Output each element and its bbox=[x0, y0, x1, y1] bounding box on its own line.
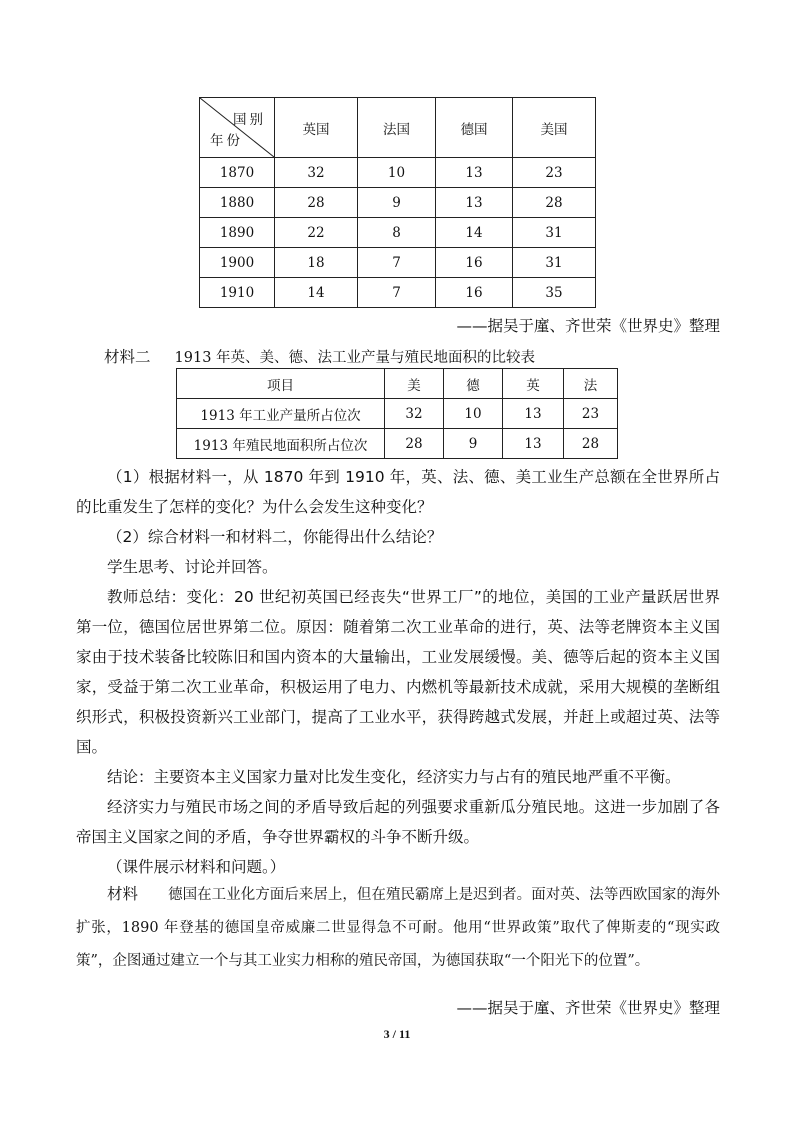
teacher-summary: 教师总结：变化：20 世纪初英国已经丧失“世界工厂”的地位，美国的工业产量跃居世界第一位，德国位居世界第二位。原因：随着第二次工业革命的进行，英、法等老牌资本主义国家由于技术装备比较陈旧和国内资本的大量输出，工业发展缓慢。美、德等后起的资本主义国家，受益于第二次工业革命，积极运用了电力、内燃机等最新技术成就，采用大规模的垄断组织形式，积极投资新兴工业部门，提高了工业水平，获得跨越式发展，并赶上或超过英、法等国。 bbox=[76, 588, 720, 756]
table-row bbox=[200, 158, 596, 188]
table-corner-cell bbox=[200, 98, 275, 158]
column-header: 美国 bbox=[513, 98, 596, 158]
value-cell: 35 bbox=[513, 278, 596, 308]
table-comparison-1913 bbox=[176, 368, 618, 459]
column-header: 德 bbox=[444, 369, 503, 399]
column-header: 英 bbox=[503, 369, 564, 399]
value-cell: 10 bbox=[444, 399, 503, 429]
value-cell: 7 bbox=[358, 248, 436, 278]
table-header-row bbox=[177, 369, 618, 399]
corner-label-country: 国别 bbox=[233, 112, 266, 128]
value-cell: 13 bbox=[436, 188, 513, 218]
students-discuss: 学生思考、讨论并回答。 bbox=[107, 558, 278, 576]
value-cell: 9 bbox=[358, 188, 436, 218]
material2-heading bbox=[104, 345, 535, 367]
contradiction-paragraph: 经济实力与殖民市场之间的矛盾导致后起的列强要求重新瓜分殖民地。这进一步加剧了各帝国主义国家之间的矛盾，争夺世界霸权的斗争不断升级。 bbox=[76, 798, 720, 846]
column-header: 德国 bbox=[436, 98, 513, 158]
year-cell: 1890 bbox=[200, 218, 275, 248]
value-cell: 10 bbox=[358, 158, 436, 188]
table-row bbox=[200, 248, 596, 278]
table-row bbox=[200, 278, 596, 308]
year-cell: 1880 bbox=[200, 188, 275, 218]
table-row bbox=[177, 429, 618, 459]
value-cell: 32 bbox=[275, 158, 358, 188]
column-header: 美 bbox=[385, 369, 444, 399]
value-cell: 18 bbox=[275, 248, 358, 278]
value-cell: 13 bbox=[503, 429, 564, 459]
table-row bbox=[200, 188, 596, 218]
value-cell: 28 bbox=[564, 429, 618, 459]
material-source: ——据吴于廑、齐世荣《世界史》整理 bbox=[456, 999, 720, 1017]
question-1: （1）根据材料一，从 1870 年到 1910 年，英、法、德、美工业生产总额在全世界所占的比重发生了怎样的变化？为什么会发生这种变化？ bbox=[76, 468, 720, 516]
value-cell: 16 bbox=[436, 248, 513, 278]
table-row bbox=[177, 399, 618, 429]
value-cell: 28 bbox=[385, 429, 444, 459]
value-cell: 28 bbox=[275, 188, 358, 218]
value-cell: 31 bbox=[513, 248, 596, 278]
column-header: 英国 bbox=[275, 98, 358, 158]
material-label: 材料 bbox=[107, 885, 139, 903]
conclusion: 结论：主要资本主义国家力量对比发生变化，经济实力与占有的殖民地严重不平衡。 bbox=[107, 768, 681, 786]
corner-label-year: 年份 bbox=[210, 133, 243, 149]
value-cell: 8 bbox=[358, 218, 436, 248]
value-cell: 28 bbox=[513, 188, 596, 218]
value-cell: 16 bbox=[436, 278, 513, 308]
value-cell: 13 bbox=[503, 399, 564, 429]
value-cell: 31 bbox=[513, 218, 596, 248]
table1-source: ——据吴于廑、齐世荣《世界史》整理 bbox=[456, 317, 720, 335]
value-cell: 14 bbox=[436, 218, 513, 248]
material-quote bbox=[76, 878, 720, 977]
year-cell: 1870 bbox=[200, 158, 275, 188]
page-number: 3 / 11 bbox=[383, 1027, 411, 1041]
column-header: 项目 bbox=[177, 369, 385, 399]
table-header-row bbox=[200, 98, 596, 158]
value-cell: 32 bbox=[385, 399, 444, 429]
courseware-note: （课件展示材料和问题。） bbox=[107, 858, 286, 876]
value-cell: 9 bbox=[444, 429, 503, 459]
value-cell: 7 bbox=[358, 278, 436, 308]
material-text: 德国在工业化方面后来居上，但在殖民霸席上是迟到者。面对英、法等西欧国家的海外扩张，1890 年登基的德国皇帝威廉二世显得急不可耐。他用“世界政策”取代了俾斯麦的“现实政策”，企图通过建立一个与其工业实力相称的殖民帝国，为德国获取“一个阳光下的位置”。 bbox=[76, 887, 720, 969]
item-cell: 1913 年殖民地面积所占位次 bbox=[177, 429, 385, 459]
value-cell: 22 bbox=[275, 218, 358, 248]
value-cell: 23 bbox=[513, 158, 596, 188]
table-row bbox=[200, 218, 596, 248]
value-cell: 13 bbox=[436, 158, 513, 188]
item-cell: 1913 年工业产量所占位次 bbox=[177, 399, 385, 429]
year-cell: 1900 bbox=[200, 248, 275, 278]
question-2: （2）综合材料一和材料二，你能得出什么结论？ bbox=[107, 528, 443, 546]
table-industry-share bbox=[199, 97, 596, 308]
value-cell: 14 bbox=[275, 278, 358, 308]
value-cell: 23 bbox=[564, 399, 618, 429]
material2-label: 材料二 bbox=[104, 348, 151, 366]
material2-title: 1913 年英、美、德、法工业产量与殖民地面积的比较表 bbox=[174, 350, 536, 366]
column-header: 法国 bbox=[358, 98, 436, 158]
year-cell: 1910 bbox=[200, 278, 275, 308]
column-header: 法 bbox=[564, 369, 618, 399]
